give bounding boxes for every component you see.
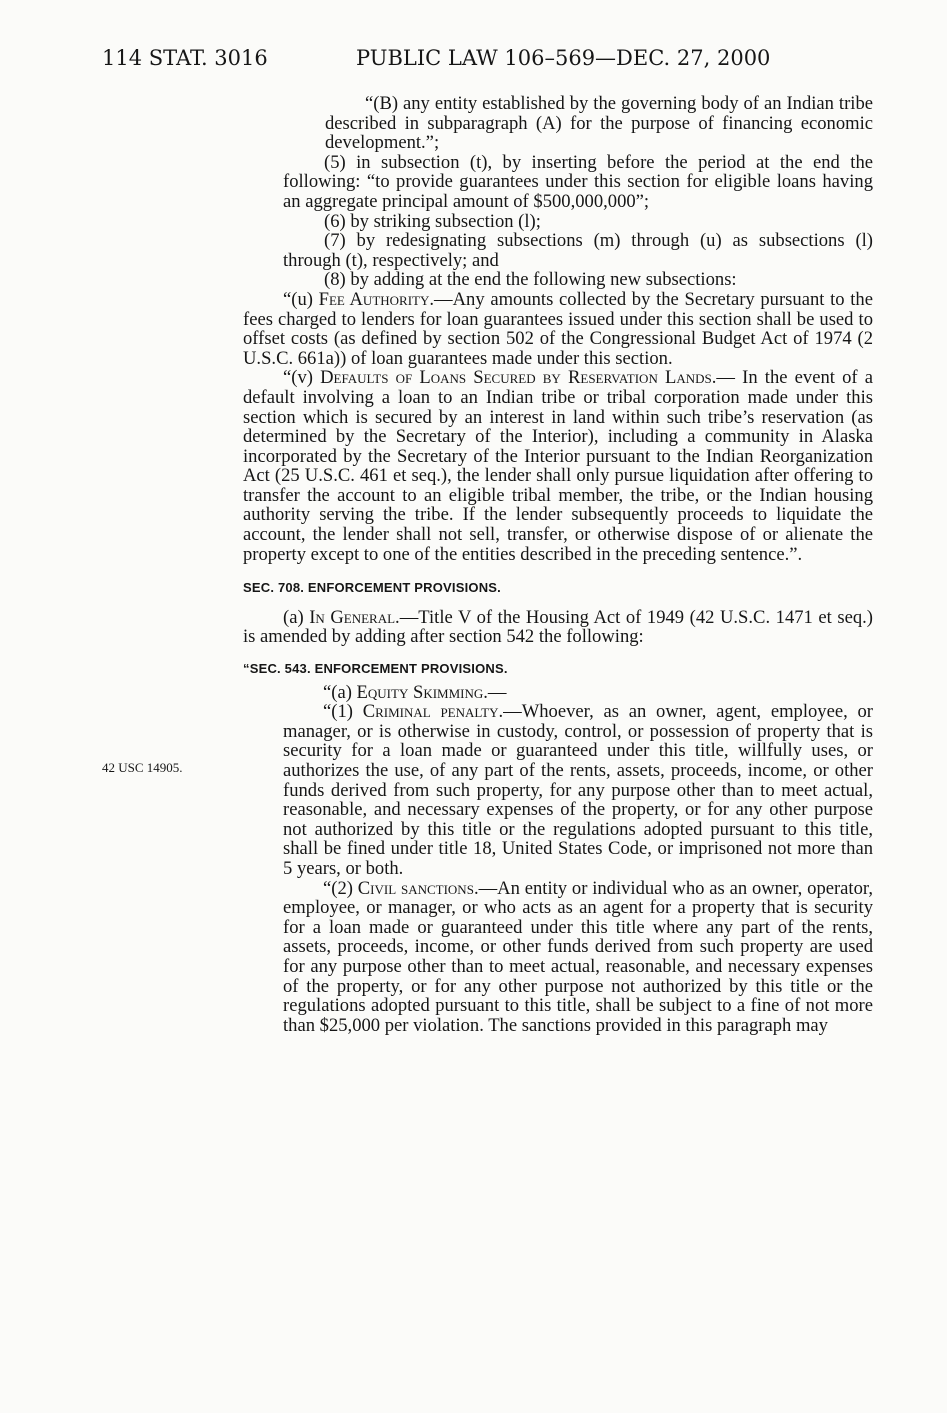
subsection-v-caption: Defaults of Loans Secured by Reservation Lands [320,367,712,389]
section-543-a [283,683,873,703]
page-header [0,46,947,74]
subsection-v-lead: “(v) [283,367,321,389]
section-708-a-caption: In General [309,606,396,628]
section-708-a-text: .—Title V of the Housing Act of 1949 (42 U.S.C. 1471 et seq.) is amended by adding after section 542 the following: [243,606,873,648]
subsection-v [243,368,873,564]
paragraph-b: “(B) any entity established by the governing body of an Indian tribe described in subparagraph (A) for the purpose of financing economic development.”; [325,93,873,154]
section-708-heading: SEC. 708. ENFORCEMENT PROVISIONS. [243,580,501,596]
section-543-a-1-lead: “(1) [323,701,363,723]
section-543-a-2 [283,879,873,1036]
paragraph-6: (6) by striking subsection (l); [324,210,541,232]
section-543-a-2-lead: “(2) [323,877,358,899]
public-law-citation: PUBLIC LAW 106–569—DEC. 27, 2000 [356,46,771,70]
subsection-u-caption: Fee Authority [318,288,430,310]
section-543-a-caption: Equity Skimming [356,681,484,703]
section-708-a-lead: (a) [283,606,310,628]
section-543-a-1 [283,702,873,878]
section-543-body [283,683,873,1036]
subsection-u [243,290,873,368]
section-543-a-1-text: .—Whoever, as an owner, agent, employee, or manager, or is otherwise in custody, control, or possession of property that is security for a loan made or guaranteed under this title, willfully uses, or authorizes the use, of any part of the rents, assets, proceeds, income, or other funds derived from such property, for any purpose other than to meet actual, reasonable, and necessary expenses of the property, or for any other purpose not authorized by this title or the regulations adopted pursuant to this title, shall be fined under title 18, United States Code, or imprisoned not more than 5 years, or both. [283,701,873,879]
section-543-a-1-caption: Criminal penalty [362,701,499,723]
subsection-v-text: .— In the event of a default involving a loan to an Indian tribe or tribal corporation made under this section which is secured by an interest in land within such tribe’s reservation (as determined by the Secretary of the Interior), including a community in Alaska incorporated by the Secretary of the Interior pursuant to the Indian Reorganization Act (25 U.S.C. 461 et seq.), the lender shall only pursue liquidation after offering to transfer the account to an eligible tribal member, the tribe, or the Indian housing authority serving the tribe. If the lender subsequently proceeds to liquidate the account, the lender shall not sell, transfer, or otherwise dispose of or alienate the property except to one of the entities described in the preceding sentence.”. [243,367,873,565]
paragraph-5: (5) in subsection (t), by inserting before the period at the end the following: “to provide guarantees under this section for eligible loans having an aggregate principal amount of $500,000,000”; [283,151,873,212]
section-543-a-tail: .— [483,681,507,703]
section-708-a [243,608,873,647]
section-543-a-2-text: .—An entity or individual who as an owner, operator, employee, or manager, or who acts as an agent for a property that is security for a loan made or guaranteed under this title where any part of the rents, assets, proceeds, income, or other funds derived from such property are used for any purpose other than to meet actual, reasonable, and necessary expenses of the property, or for any other purpose not authorized by this title or the regulations adopted pursuant to this title, shall be subject to a fine of not more than $25,000 per violation. The sanctions provided in this paragraph may [283,877,873,1036]
stat-page-number: 114 STAT. 3016 [102,46,268,70]
subsection-u-text: .—Any amounts collected by the Secretary pursuant to the fees charged to lenders for loan guarantees issued under this section shall be used to offset costs (as defined by section 502 of the Congressional Budget Act of 1974 (2 U.S.C. 661a)) of loan guarantees made under this section. [243,288,873,369]
section-543-heading: “SEC. 543. ENFORCEMENT PROVISIONS. [243,661,508,677]
section-543-a-2-caption: Civil sanctions [357,877,474,899]
paragraph-7: (7) by redesignating subsections (m) through (u) as subsections (l) through (t), respectively; and [283,230,873,271]
section-543-a-lead: “(a) [323,681,357,703]
subsection-u-lead: “(u) [283,288,319,310]
margin-note: 42 USC 14905. [102,760,183,775]
paragraph-8: (8) by adding at the end the following new subsections: [324,269,737,291]
page-body [243,94,873,1035]
